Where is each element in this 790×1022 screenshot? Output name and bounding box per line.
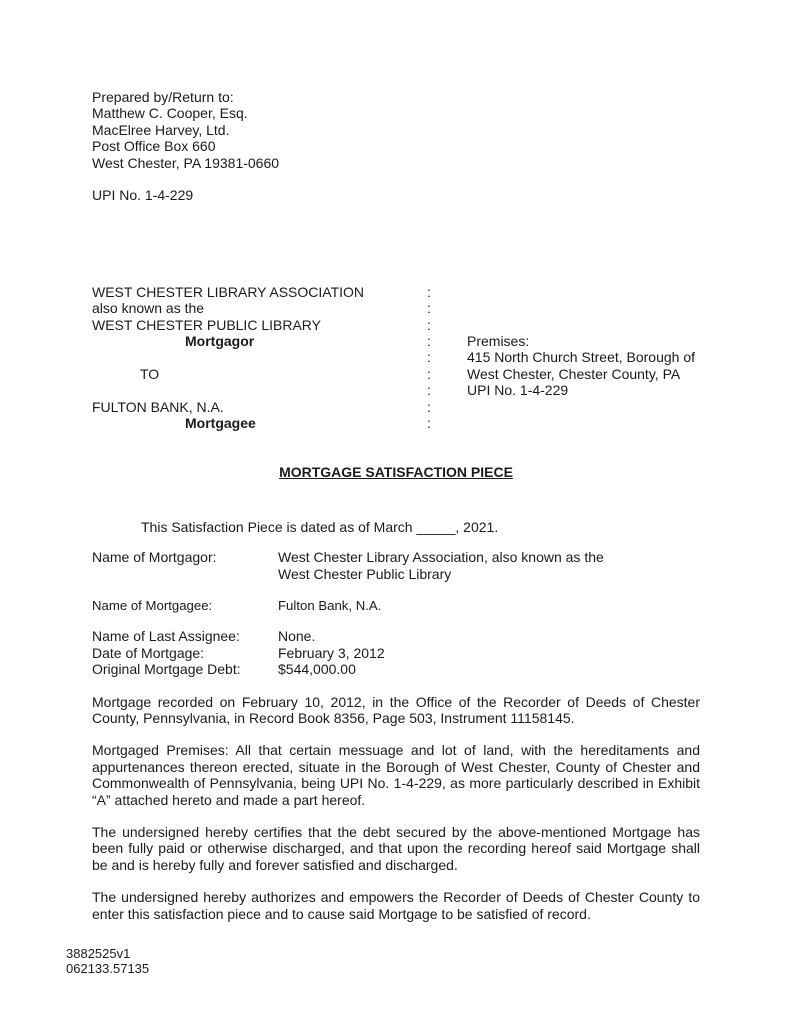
field-last-assignee <box>92 628 700 644</box>
caption-colon: : <box>427 300 431 317</box>
prepared-by-block <box>92 89 700 204</box>
field-mortgagor <box>92 549 700 582</box>
mortgage-date-field-label: Date of Mortgage: <box>92 644 205 661</box>
caption-row <box>92 284 700 300</box>
caption-row <box>92 300 700 316</box>
paragraph-authorization: The undersigned hereby authorizes and empowers the Recorder of Deeds of Chester County to enter this satisfaction piece and to cause said Mortgage to be satisfied of record. <box>92 889 700 922</box>
caption-colon: : <box>427 382 431 399</box>
caption-right-cell <box>467 317 700 333</box>
caption-row <box>92 333 700 349</box>
caption-row <box>92 415 700 431</box>
mortgagor-value-line-2: West Chester Public Library <box>278 565 452 582</box>
paragraph-mortgaged-premises: Mortgaged Premises: All that certain messuage and lot of land, with the hereditaments and appurtenances thereon erected, situate in the Borough of West Chester, County of Chester and Commonwealth of Pennsylvania, being UPI No. 1-4-229, as more particularly described in Exhibit “A” attached hereto and made a part hereof. <box>92 742 700 808</box>
document-title: MORTGAGE SATISFACTION PIECE <box>279 464 513 481</box>
case-caption <box>92 284 700 432</box>
mortgagee-field-label: Name of Mortgagee: <box>92 597 213 613</box>
caption-left-cell <box>92 382 427 398</box>
mortgagee-role-label: Mortgagee <box>185 414 256 431</box>
mortgagor-value-line-1: West Chester Library Association, also known as the <box>278 549 604 566</box>
last-assignee-field-value: None. <box>278 628 316 645</box>
caption-colon: : <box>427 283 431 300</box>
paragraph-certification: The undersigned hereby certifies that the debt secured by the above-mentioned Mortgage has been fully paid or otherwise discharged, and that upon the recording hereof said Mortgage shall be and is hereby fully and forever satisfied and discharged. <box>92 824 700 873</box>
premises-upi-line: UPI No. 1-4-229 <box>467 382 569 399</box>
caption-right-cell <box>467 300 700 316</box>
mortgagor-field-value <box>278 549 700 582</box>
field-mortgagee <box>92 598 700 614</box>
city-state-zip-line: West Chester, PA 19381-0660 <box>92 154 280 171</box>
mortgagor-role-label: Mortgagor <box>185 333 255 349</box>
footer <box>66 946 149 976</box>
field-original-debt <box>92 661 700 677</box>
mortgagor-field-label: Name of Mortgagor: <box>92 549 217 566</box>
field-mortgage-date <box>92 645 700 661</box>
caption-right-cell <box>467 284 700 300</box>
original-debt-field-label: Original Mortgage Debt: <box>92 661 241 678</box>
original-debt-field-value: $544,000.00 <box>278 661 356 678</box>
to-label: TO <box>140 365 160 382</box>
premises-address-line-1: 415 North Church Street, Borough of <box>467 349 696 366</box>
premises-address-line-2: West Chester, Chester County, PA <box>467 365 681 382</box>
paragraph-mortgage-recorded: Mortgage recorded on February 10, 2012, in the Office of the Recorder of Deeds of Chester County, Pennsylvania, in Record Book 8356, Page 503, Instrument 11158145. <box>92 693 700 726</box>
mortgage-date-field-value: February 3, 2012 <box>278 644 385 661</box>
caption-left-cell <box>92 349 427 365</box>
caption-colon: : <box>427 349 431 366</box>
caption-row <box>92 349 700 365</box>
caption-row <box>92 382 700 398</box>
caption-colon: : <box>427 333 431 349</box>
mortgagor-name-line-2: WEST CHESTER PUBLIC LIBRARY <box>92 316 321 333</box>
caption-colon: : <box>427 365 431 382</box>
attorney-name: Matthew C. Cooper, Esq. <box>92 105 248 122</box>
dated-sentence: This Satisfaction Piece is dated as of March _____, 2021. <box>141 518 499 535</box>
caption-row <box>92 399 700 415</box>
caption-right-cell <box>467 399 700 415</box>
mortgagee-field-value: Fulton Bank, N.A. <box>278 597 382 613</box>
prepared-by-line: Prepared by/Return to: <box>92 89 234 105</box>
upi-number-line: UPI No. 1-4-229 <box>92 187 194 204</box>
firm-name: MacElree Harvey, Ltd. <box>92 121 230 138</box>
footer-document-number: 3882525v1 <box>66 946 131 961</box>
caption-colon: : <box>427 316 431 333</box>
footer-matter-number: 062133.57135 <box>66 961 150 976</box>
premises-heading: Premises: <box>467 333 530 349</box>
mortgagor-aka-line: also known as the <box>92 300 205 317</box>
caption-row <box>92 366 700 382</box>
mortgagor-name-line-1: WEST CHESTER LIBRARY ASSOCIATION <box>92 283 365 300</box>
mortgagee-name-line: FULTON BANK, N.A. <box>92 398 224 415</box>
caption-row <box>92 317 700 333</box>
caption-colon: : <box>427 398 431 415</box>
last-assignee-field-label: Name of Last Assignee: <box>92 628 240 645</box>
caption-right-cell <box>467 415 700 431</box>
po-box-line: Post Office Box 660 <box>92 138 216 155</box>
caption-colon: : <box>427 414 431 431</box>
